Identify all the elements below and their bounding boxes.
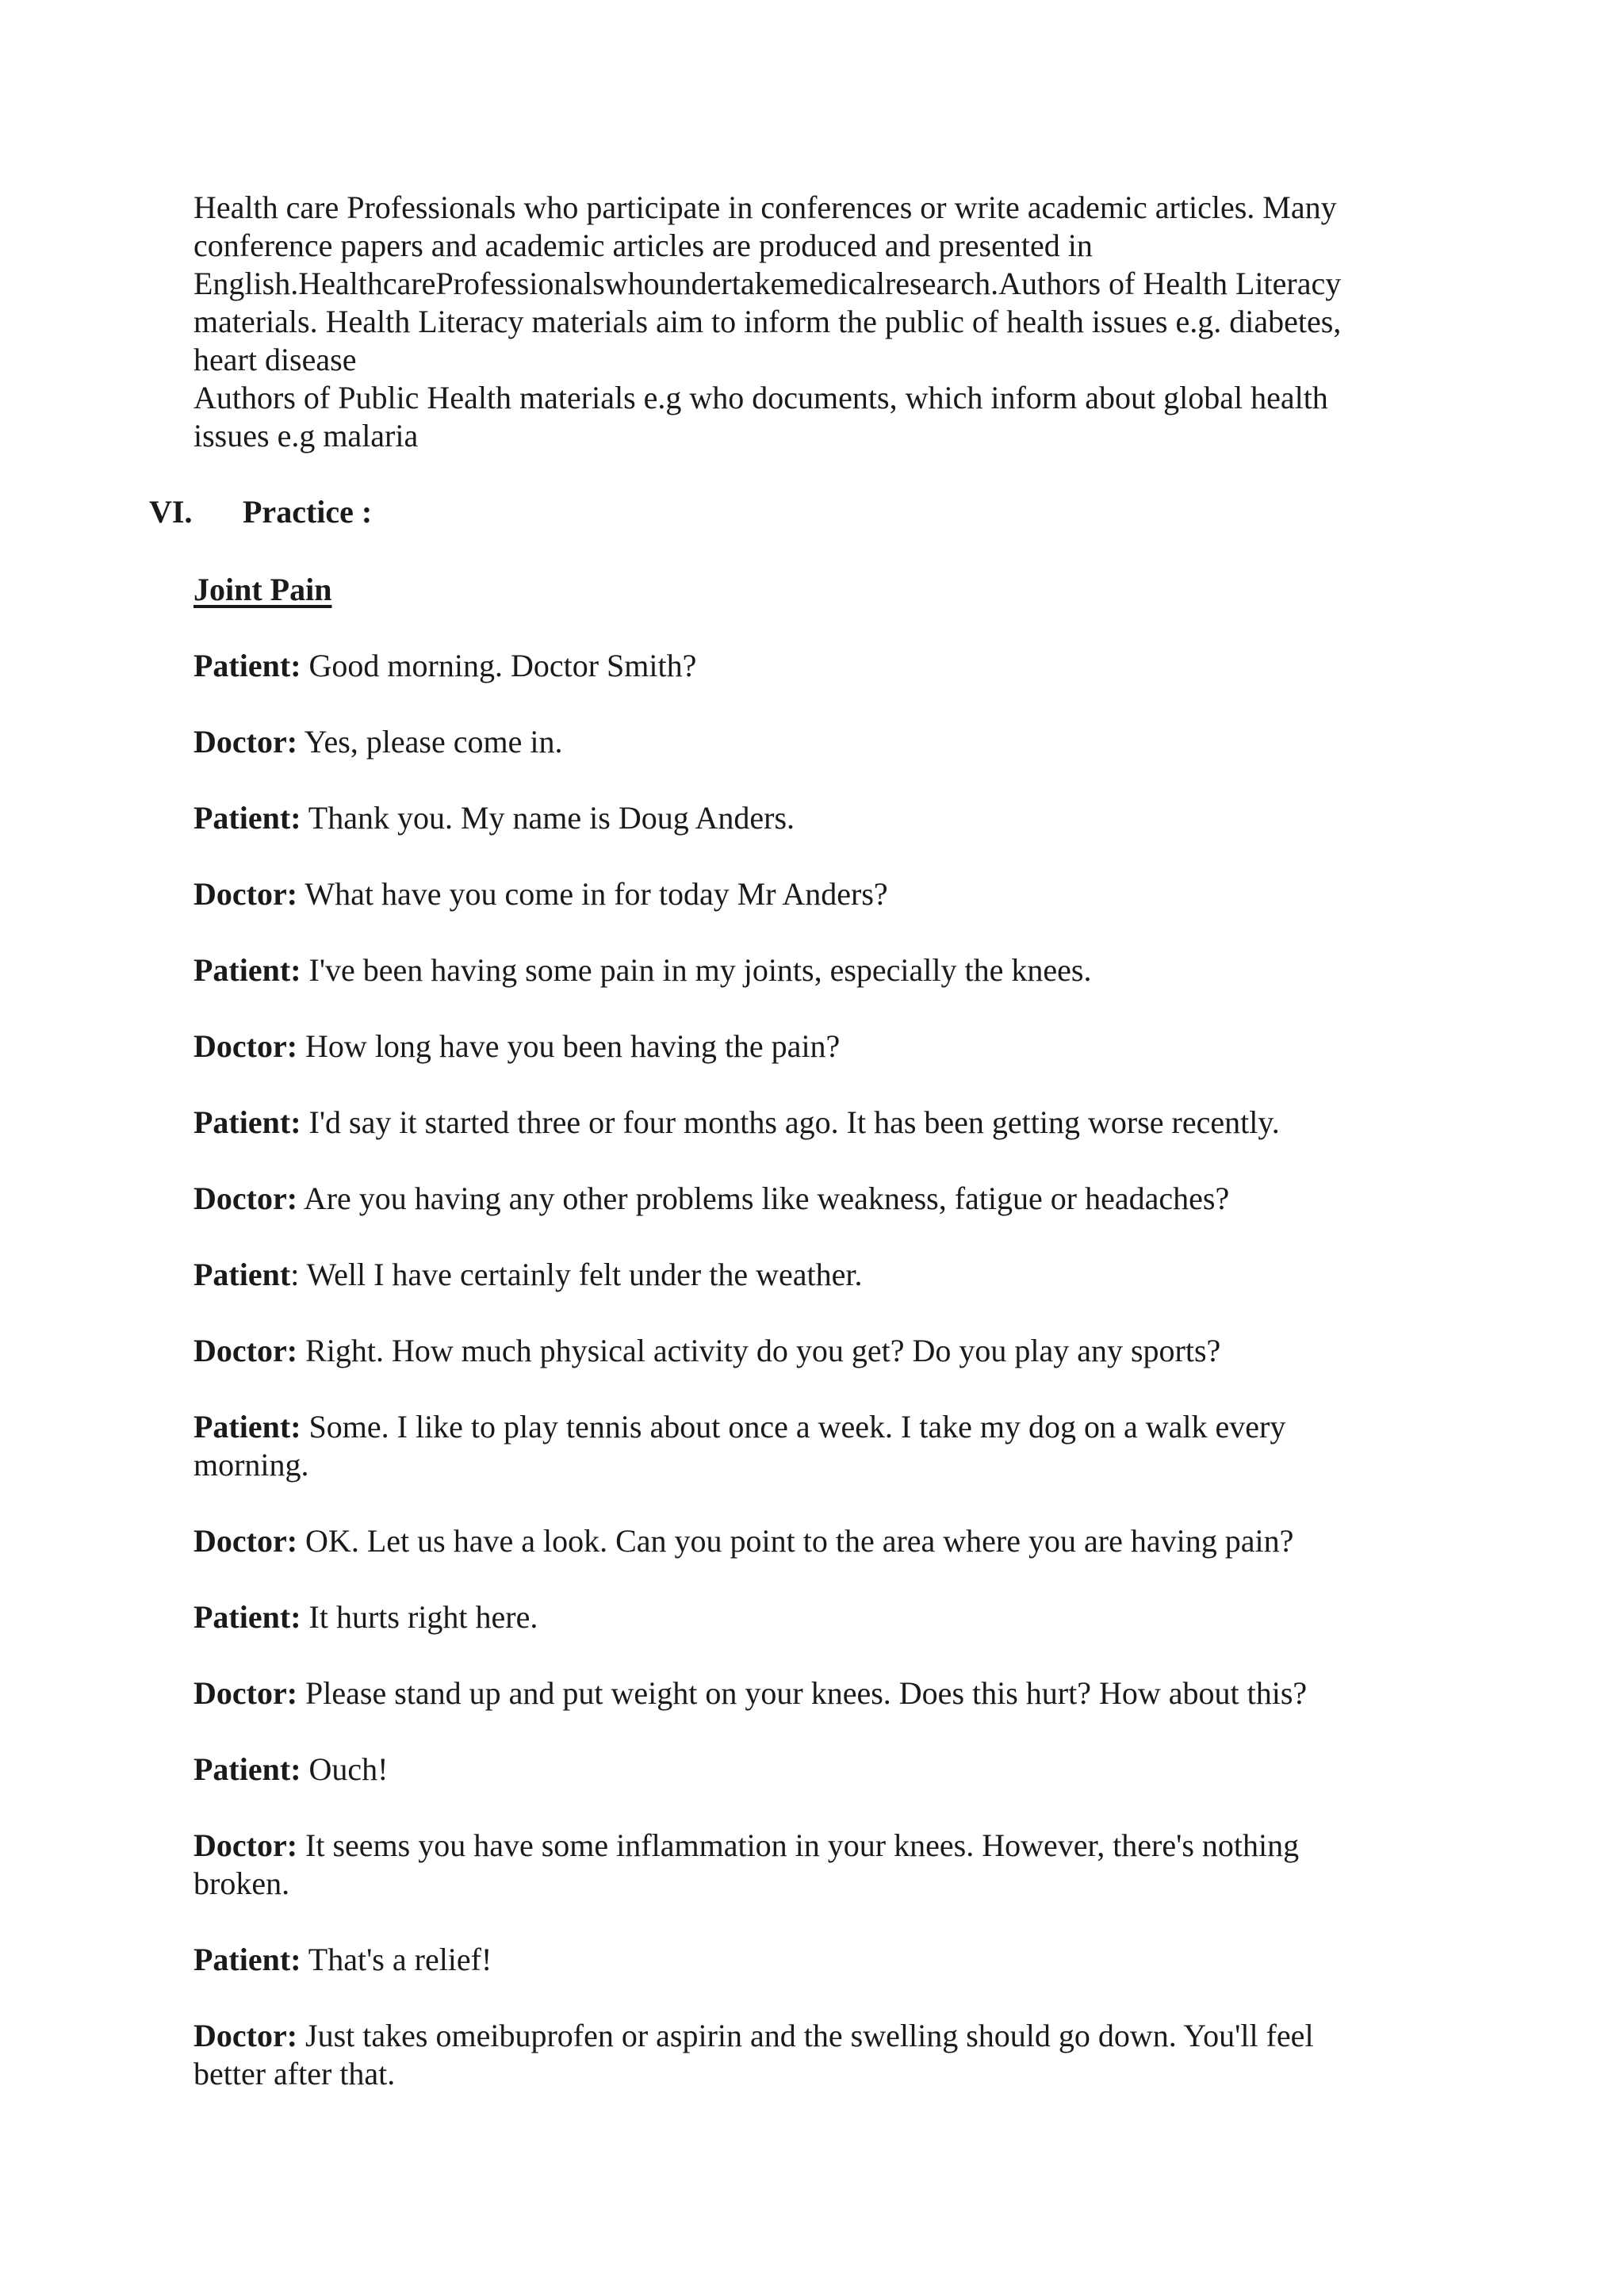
dialogue-text: Please stand up and put weight on your knees. Does this hurt? How about this? xyxy=(297,1675,1308,1711)
dialogue-text: That's a relief! xyxy=(301,1942,492,1977)
intro-paragraph: Health care Professionals who participate in conferences or write academic articles. Many conference papers and academic articles are produced and presented in English.HealthcareProfessionalswhoundertakemedicalresearch.Authors of Health Literacy materials. Health Literacy materials aim to inform the public of health issues e.g. diabetes, heart disease xyxy=(193,189,1342,377)
dialogue-line xyxy=(193,875,1383,913)
dialogue-text: It seems you have some inflammation in your knees. However, there's nothing broken. xyxy=(193,1827,1300,1901)
dialogue-line xyxy=(193,2017,1383,2093)
section-number: VI. xyxy=(149,494,193,530)
speaker-label: Doctor: xyxy=(193,1181,298,1216)
dialogue-line xyxy=(193,1674,1383,1712)
speaker-label: Doctor: xyxy=(193,724,298,760)
dialogue-text: OK. Let us have a look. Can you point to the area where you are having pain? xyxy=(297,1523,1294,1559)
speaker-label: Doctor: xyxy=(193,1827,298,1863)
dialogue-text: Yes, please come in. xyxy=(297,724,563,760)
section-title: Practice : xyxy=(243,494,373,530)
dialogue-text: How long have you been having the pain? xyxy=(297,1028,841,1064)
speaker-label: Patient: xyxy=(193,952,301,988)
speaker-label: Patient: xyxy=(193,1942,301,1977)
dialogue-text: I've been having some pain in my joints, especially the knees. xyxy=(301,952,1092,988)
intro-paragraph: Authors of Public Health materials e.g who documents, which inform about global health issues e.g malaria xyxy=(193,380,1328,453)
dialogue-line xyxy=(193,647,1383,685)
dialogue-text: Ouch! xyxy=(301,1751,389,1787)
speaker-label: Patient: xyxy=(193,648,301,683)
intro-text xyxy=(193,189,1399,455)
dialogue-text: : Well I have certainly felt under the weather. xyxy=(290,1257,863,1292)
speaker-label: Doctor: xyxy=(193,1675,298,1711)
dialogue-line xyxy=(193,1180,1383,1218)
dialogue-line xyxy=(193,1408,1383,1484)
speaker-label: Patient: xyxy=(193,1104,301,1140)
dialogue-line xyxy=(193,1522,1383,1560)
dialogue-text: What have you come in for today Mr Anders? xyxy=(297,876,888,912)
dialogue-text: Are you having any other problems like weakness, fatigue or headaches? xyxy=(297,1181,1230,1216)
dialogue-line xyxy=(193,799,1383,837)
dialogue-text: Just takes omeibuprofen or aspirin and the swelling should go down. You'll feel better after that. xyxy=(193,2018,1314,2091)
speaker-label: Patient: xyxy=(193,1751,301,1787)
speaker-label: Doctor: xyxy=(193,1523,298,1559)
dialogue-text: Good morning. Doctor Smith? xyxy=(301,648,697,683)
dialogue-line xyxy=(193,1751,1383,1789)
dialogue-line xyxy=(193,1027,1383,1066)
dialogue xyxy=(193,647,1383,2131)
dialogue-title: Joint Pain xyxy=(193,572,332,607)
speaker-label: Patient: xyxy=(193,1409,301,1445)
section-heading xyxy=(149,493,372,531)
dialogue-line xyxy=(193,951,1383,989)
dialogue-text: Right. How much physical activity do you get? Do you play any sports? xyxy=(297,1333,1221,1368)
speaker-label: Doctor: xyxy=(193,1333,298,1368)
speaker-label: Doctor: xyxy=(193,876,298,912)
speaker-label: Patient xyxy=(193,1257,291,1292)
speaker-label: Doctor: xyxy=(193,1028,298,1064)
dialogue-line xyxy=(193,723,1383,761)
dialogue-text: Some. I like to play tennis about once a week. I take my dog on a walk every morning. xyxy=(193,1409,1286,1483)
dialogue-line xyxy=(193,1598,1383,1636)
speaker-label: Patient: xyxy=(193,800,301,836)
dialogue-line xyxy=(193,1104,1383,1142)
dialogue-line xyxy=(193,1941,1383,1979)
dialogue-line xyxy=(193,1332,1383,1370)
dialogue-text: It hurts right here. xyxy=(301,1599,538,1635)
speaker-label: Doctor: xyxy=(193,2018,298,2053)
speaker-label: Patient: xyxy=(193,1599,301,1635)
dialogue-text: Thank you. My name is Doug Anders. xyxy=(301,800,795,836)
dialogue-text: I'd say it started three or four months ago. It has been getting worse recently. xyxy=(301,1104,1280,1140)
dialogue-line xyxy=(193,1256,1383,1294)
dialogue-line xyxy=(193,1827,1383,1903)
